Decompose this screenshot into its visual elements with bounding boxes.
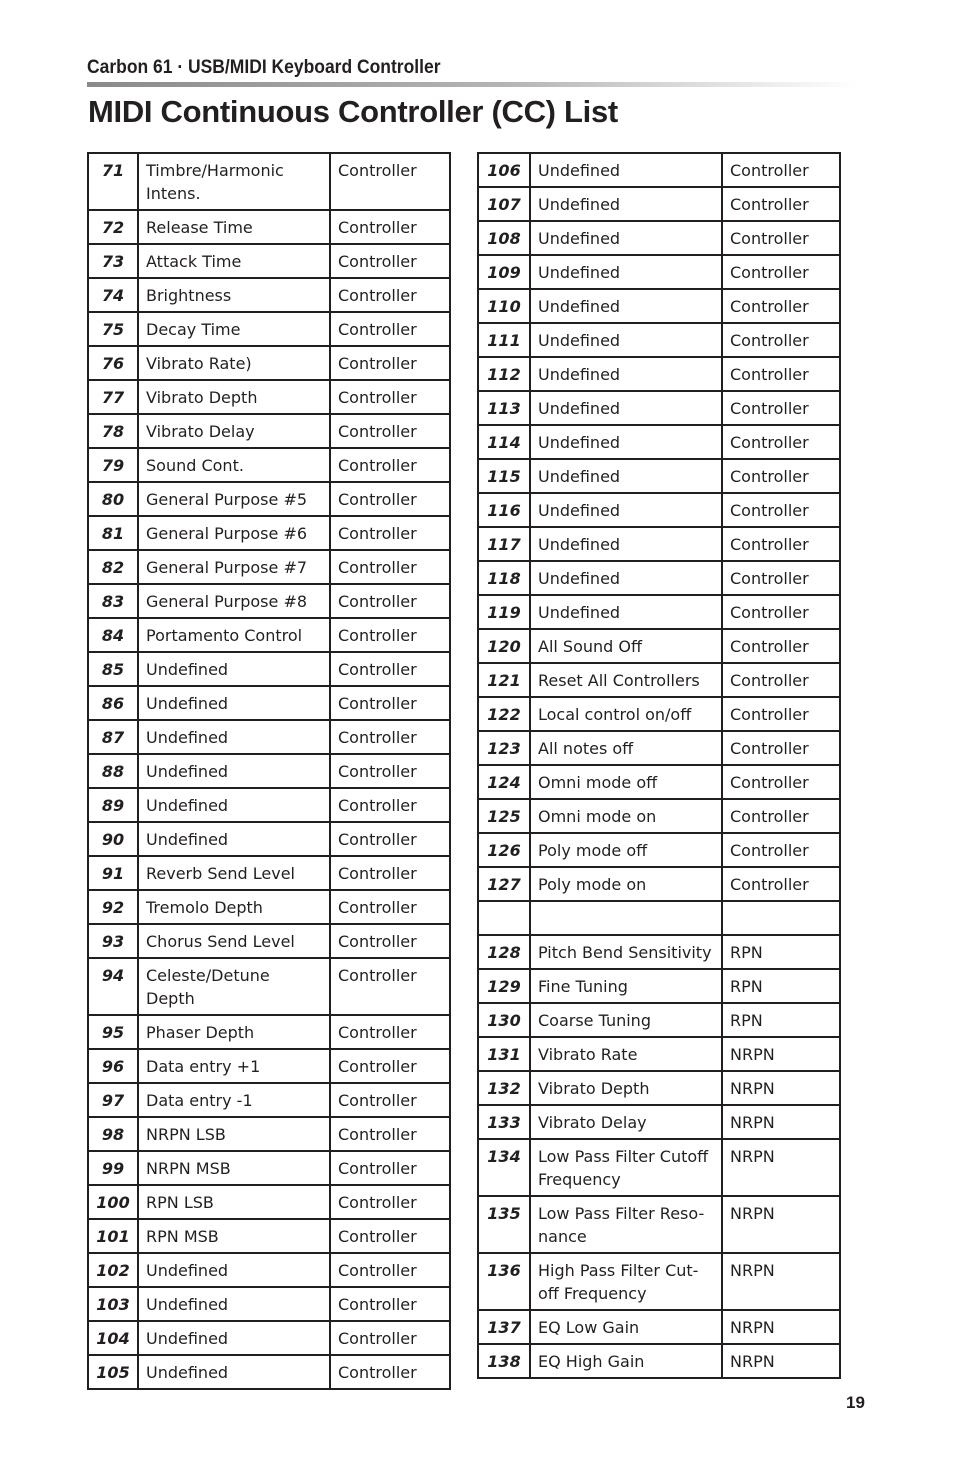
table-row [478, 187, 840, 221]
table-row [88, 1287, 450, 1321]
cc-type: Controller [330, 448, 450, 482]
cc-type: Controller [330, 1151, 450, 1185]
cc-number: 93 [88, 924, 138, 958]
cc-type: Controller [722, 833, 840, 867]
cc-type: Controller [722, 867, 840, 901]
cc-number: 76 [88, 346, 138, 380]
cc-type: RPN [722, 1003, 840, 1037]
table-row [478, 459, 840, 493]
cc-number: 78 [88, 414, 138, 448]
cc-type: Controller [330, 516, 450, 550]
cc-number: 101 [88, 1219, 138, 1253]
cc-number: 129 [478, 969, 530, 1003]
cc-number: 111 [478, 323, 530, 357]
cc-type: Controller [330, 1253, 450, 1287]
cc-name: Undefined [530, 459, 722, 493]
table-row [88, 244, 450, 278]
cc-type: Controller [722, 799, 840, 833]
cc-number: 102 [88, 1253, 138, 1287]
cc-name: Decay Time [138, 312, 330, 346]
cc-name: RPN LSB [138, 1185, 330, 1219]
cc-number: 98 [88, 1117, 138, 1151]
table-row [478, 935, 840, 969]
table-row [88, 210, 450, 244]
table-row [478, 901, 840, 935]
table-row [478, 697, 840, 731]
cc-number [478, 901, 530, 935]
cc-number: 85 [88, 652, 138, 686]
cc-type: Controller [330, 1185, 450, 1219]
table-row [88, 346, 450, 380]
cc-name: Celeste/Detune Depth [138, 958, 330, 1015]
cc-name: All Sound Off [530, 629, 722, 663]
cc-type: Controller [330, 312, 450, 346]
cc-name: Undefined [530, 561, 722, 595]
table-row [478, 1196, 840, 1253]
cc-type: Controller [330, 1117, 450, 1151]
cc-type: Controller [722, 493, 840, 527]
cc-type: Controller [330, 924, 450, 958]
cc-type: Controller [330, 652, 450, 686]
cc-type: Controller [722, 221, 840, 255]
cc-number: 119 [478, 595, 530, 629]
page-number: 19 [846, 1393, 865, 1412]
table-row [478, 731, 840, 765]
table-row [88, 1083, 450, 1117]
cc-number: 104 [88, 1321, 138, 1355]
cc-name: Poly mode on [530, 867, 722, 901]
table-row [478, 255, 840, 289]
cc-name: Undefined [138, 822, 330, 856]
cc-type: RPN [722, 935, 840, 969]
table-row [88, 720, 450, 754]
cc-type: Controller [330, 822, 450, 856]
cc-name: Sound Cont. [138, 448, 330, 482]
table-row [88, 1049, 450, 1083]
table-row [88, 1253, 450, 1287]
cc-name: Coarse Tuning [530, 1003, 722, 1037]
cc-table-right [477, 152, 841, 1379]
cc-name: Local control on/off [530, 697, 722, 731]
table-row [478, 425, 840, 459]
cc-type: Controller [722, 153, 840, 187]
cc-name: Undefined [138, 1321, 330, 1355]
table-row [88, 153, 450, 210]
cc-type: Controller [722, 187, 840, 221]
cc-number: 124 [478, 765, 530, 799]
cc-type: NRPN [722, 1071, 840, 1105]
cc-number: 73 [88, 244, 138, 278]
cc-number: 113 [478, 391, 530, 425]
cc-number: 77 [88, 380, 138, 414]
cc-name: Undefined [530, 357, 722, 391]
table-row [478, 1037, 840, 1071]
table-row [88, 618, 450, 652]
cc-type: Controller [330, 244, 450, 278]
cc-name: Poly mode off [530, 833, 722, 867]
cc-number: 83 [88, 584, 138, 618]
cc-name: General Purpose #8 [138, 584, 330, 618]
cc-name: Undefined [530, 289, 722, 323]
cc-number: 75 [88, 312, 138, 346]
cc-type: Controller [722, 663, 840, 697]
cc-number: 132 [478, 1071, 530, 1105]
cc-type: Controller [330, 1083, 450, 1117]
table-row [478, 969, 840, 1003]
cc-type: Controller [330, 1049, 450, 1083]
cc-number: 123 [478, 731, 530, 765]
cc-name: Fine Tuning [530, 969, 722, 1003]
cc-type [722, 901, 840, 935]
cc-name: Undefined [138, 754, 330, 788]
cc-number: 131 [478, 1037, 530, 1071]
table-row [478, 357, 840, 391]
table-row [478, 1344, 840, 1378]
cc-name: Undefined [138, 686, 330, 720]
cc-number: 125 [478, 799, 530, 833]
table-row [88, 516, 450, 550]
cc-name: Undefined [530, 221, 722, 255]
cc-name: Low Pass Filter Cutoff Frequency [530, 1139, 722, 1196]
cc-number: 108 [478, 221, 530, 255]
cc-number: 106 [478, 153, 530, 187]
table-row [478, 289, 840, 323]
cc-name: Phaser Depth [138, 1015, 330, 1049]
cc-number: 91 [88, 856, 138, 890]
cc-name: All notes off [530, 731, 722, 765]
cc-name: Vibrato Delay [530, 1105, 722, 1139]
cc-type: Controller [330, 754, 450, 788]
cc-name: High Pass Filter Cut-off Frequency [530, 1253, 722, 1310]
cc-number: 133 [478, 1105, 530, 1139]
cc-name: EQ Low Gain [530, 1310, 722, 1344]
table-row [478, 595, 840, 629]
cc-type: Controller [330, 1219, 450, 1253]
table-row [478, 1139, 840, 1196]
cc-number: 122 [478, 697, 530, 731]
cc-name: Undefined [530, 391, 722, 425]
table-row [88, 312, 450, 346]
cc-table-left-body [88, 153, 450, 1389]
cc-name: Omni mode on [530, 799, 722, 833]
cc-number: 127 [478, 867, 530, 901]
cc-name: Portamento Control [138, 618, 330, 652]
cc-name: NRPN LSB [138, 1117, 330, 1151]
cc-name: Tremolo Depth [138, 890, 330, 924]
cc-name: Undefined [138, 1253, 330, 1287]
cc-type: Controller [330, 1287, 450, 1321]
cc-type: NRPN [722, 1253, 840, 1310]
cc-name: RPN MSB [138, 1219, 330, 1253]
cc-number: 79 [88, 448, 138, 482]
cc-number: 94 [88, 958, 138, 1015]
cc-number: 116 [478, 493, 530, 527]
table-row [478, 493, 840, 527]
cc-name: Pitch Bend Sensitivity [530, 935, 722, 969]
cc-name: Data entry -1 [138, 1083, 330, 1117]
table-row [88, 1219, 450, 1253]
table-row [478, 221, 840, 255]
cc-number: 87 [88, 720, 138, 754]
cc-number: 99 [88, 1151, 138, 1185]
cc-type: NRPN [722, 1037, 840, 1071]
cc-type: Controller [722, 323, 840, 357]
cc-type: Controller [722, 629, 840, 663]
cc-type: NRPN [722, 1310, 840, 1344]
table-row [478, 663, 840, 697]
cc-type: Controller [330, 346, 450, 380]
table-row [88, 1185, 450, 1219]
cc-name: EQ High Gain [530, 1344, 722, 1378]
table-row [478, 1310, 840, 1344]
table-row [88, 1151, 450, 1185]
cc-type: Controller [330, 618, 450, 652]
table-row [478, 765, 840, 799]
cc-name: Undefined [530, 493, 722, 527]
cc-name: Undefined [530, 323, 722, 357]
cc-name: Undefined [530, 595, 722, 629]
cc-type: Controller [330, 720, 450, 754]
cc-type: Controller [330, 1321, 450, 1355]
cc-name: Data entry +1 [138, 1049, 330, 1083]
cc-number: 88 [88, 754, 138, 788]
cc-name: Reset All Controllers [530, 663, 722, 697]
cc-number: 118 [478, 561, 530, 595]
cc-name: Reverb Send Level [138, 856, 330, 890]
cc-number: 71 [88, 153, 138, 210]
cc-number: 115 [478, 459, 530, 493]
cc-name: Undefined [138, 1287, 330, 1321]
cc-type: Controller [330, 550, 450, 584]
cc-number: 136 [478, 1253, 530, 1310]
cc-type: Controller [330, 856, 450, 890]
cc-name: Undefined [530, 187, 722, 221]
table-row [88, 1015, 450, 1049]
cc-type: Controller [722, 765, 840, 799]
table-row [478, 1105, 840, 1139]
cc-name: Vibrato Depth [138, 380, 330, 414]
table-row [88, 924, 450, 958]
cc-name: Undefined [530, 255, 722, 289]
cc-type: Controller [330, 686, 450, 720]
cc-name: Undefined [530, 425, 722, 459]
cc-name: General Purpose #7 [138, 550, 330, 584]
table-row [88, 686, 450, 720]
cc-number: 110 [478, 289, 530, 323]
cc-type: Controller [330, 1015, 450, 1049]
cc-name: Undefined [138, 720, 330, 754]
table-row [88, 788, 450, 822]
table-row [478, 799, 840, 833]
table-row [478, 1253, 840, 1310]
cc-number: 86 [88, 686, 138, 720]
cc-name: Undefined [138, 652, 330, 686]
cc-number: 109 [478, 255, 530, 289]
table-row [88, 822, 450, 856]
table-row [88, 550, 450, 584]
cc-type: Controller [330, 788, 450, 822]
cc-type: Controller [330, 890, 450, 924]
table-row [88, 414, 450, 448]
cc-name: Timbre/Harmonic Intens. [138, 153, 330, 210]
cc-type: Controller [330, 380, 450, 414]
cc-name: Undefined [530, 153, 722, 187]
table-row [478, 527, 840, 561]
cc-type: Controller [722, 391, 840, 425]
cc-name: Low Pass Filter Reso-nance [530, 1196, 722, 1253]
cc-type: Controller [330, 414, 450, 448]
cc-name: General Purpose #5 [138, 482, 330, 516]
cc-number: 82 [88, 550, 138, 584]
cc-type: Controller [330, 1355, 450, 1389]
cc-type: NRPN [722, 1139, 840, 1196]
table-row [478, 391, 840, 425]
cc-number: 134 [478, 1139, 530, 1196]
cc-number: 130 [478, 1003, 530, 1037]
cc-type: Controller [330, 958, 450, 1015]
cc-number: 72 [88, 210, 138, 244]
cc-type: Controller [722, 459, 840, 493]
table-row [478, 153, 840, 187]
cc-type: Controller [722, 527, 840, 561]
cc-type: Controller [330, 584, 450, 618]
cc-number: 74 [88, 278, 138, 312]
cc-number: 128 [478, 935, 530, 969]
cc-number: 92 [88, 890, 138, 924]
table-row [88, 584, 450, 618]
cc-name [530, 901, 722, 935]
cc-name: Release Time [138, 210, 330, 244]
cc-number: 121 [478, 663, 530, 697]
table-row [478, 1003, 840, 1037]
cc-type: Controller [722, 255, 840, 289]
cc-name: Vibrato Rate) [138, 346, 330, 380]
cc-number: 95 [88, 1015, 138, 1049]
cc-number: 120 [478, 629, 530, 663]
cc-name: NRPN MSB [138, 1151, 330, 1185]
cc-number: 135 [478, 1196, 530, 1253]
cc-number: 89 [88, 788, 138, 822]
cc-name: Chorus Send Level [138, 924, 330, 958]
table-row [88, 856, 450, 890]
cc-type: Controller [330, 482, 450, 516]
table-row [478, 323, 840, 357]
table-row [88, 448, 450, 482]
cc-name: Vibrato Delay [138, 414, 330, 448]
table-row [88, 380, 450, 414]
running-header: Carbon 61 · USB/MIDI Keyboard Controller [87, 57, 441, 78]
cc-name: Vibrato Rate [530, 1037, 722, 1071]
table-row [88, 1321, 450, 1355]
table-row [478, 867, 840, 901]
cc-number: 96 [88, 1049, 138, 1083]
header-rule [87, 82, 857, 87]
table-row [88, 890, 450, 924]
cc-name: Undefined [138, 788, 330, 822]
cc-type: Controller [330, 210, 450, 244]
cc-type: NRPN [722, 1105, 840, 1139]
page-title: MIDI Continuous Controller (CC) List [88, 94, 618, 129]
cc-name: Undefined [530, 527, 722, 561]
cc-type: Controller [722, 289, 840, 323]
table-row [88, 1355, 450, 1389]
cc-type: Controller [330, 278, 450, 312]
cc-type: NRPN [722, 1344, 840, 1378]
table-row [478, 561, 840, 595]
cc-table-left [87, 152, 451, 1390]
cc-number: 100 [88, 1185, 138, 1219]
cc-type: Controller [722, 731, 840, 765]
table-row [88, 278, 450, 312]
cc-name: General Purpose #6 [138, 516, 330, 550]
table-row [88, 1117, 450, 1151]
cc-type: RPN [722, 969, 840, 1003]
cc-number: 137 [478, 1310, 530, 1344]
cc-number: 138 [478, 1344, 530, 1378]
cc-number: 117 [478, 527, 530, 561]
table-row [88, 652, 450, 686]
table-row [88, 482, 450, 516]
cc-number: 103 [88, 1287, 138, 1321]
cc-number: 112 [478, 357, 530, 391]
cc-number: 81 [88, 516, 138, 550]
cc-type: Controller [722, 595, 840, 629]
cc-table-right-body [478, 153, 840, 1378]
cc-number: 90 [88, 822, 138, 856]
cc-number: 80 [88, 482, 138, 516]
table-row [478, 833, 840, 867]
cc-number: 84 [88, 618, 138, 652]
cc-name: Attack Time [138, 244, 330, 278]
cc-number: 107 [478, 187, 530, 221]
cc-type: Controller [330, 153, 450, 210]
cc-number: 114 [478, 425, 530, 459]
cc-number: 126 [478, 833, 530, 867]
cc-type: Controller [722, 561, 840, 595]
table-row [88, 958, 450, 1015]
cc-type: Controller [722, 357, 840, 391]
cc-name: Omni mode off [530, 765, 722, 799]
cc-type: Controller [722, 697, 840, 731]
table-row [478, 629, 840, 663]
cc-type: Controller [722, 425, 840, 459]
cc-name: Brightness [138, 278, 330, 312]
cc-type: NRPN [722, 1196, 840, 1253]
cc-name: Vibrato Depth [530, 1071, 722, 1105]
cc-number: 105 [88, 1355, 138, 1389]
cc-name: Undefined [138, 1355, 330, 1389]
table-row [478, 1071, 840, 1105]
table-row [88, 754, 450, 788]
cc-number: 97 [88, 1083, 138, 1117]
